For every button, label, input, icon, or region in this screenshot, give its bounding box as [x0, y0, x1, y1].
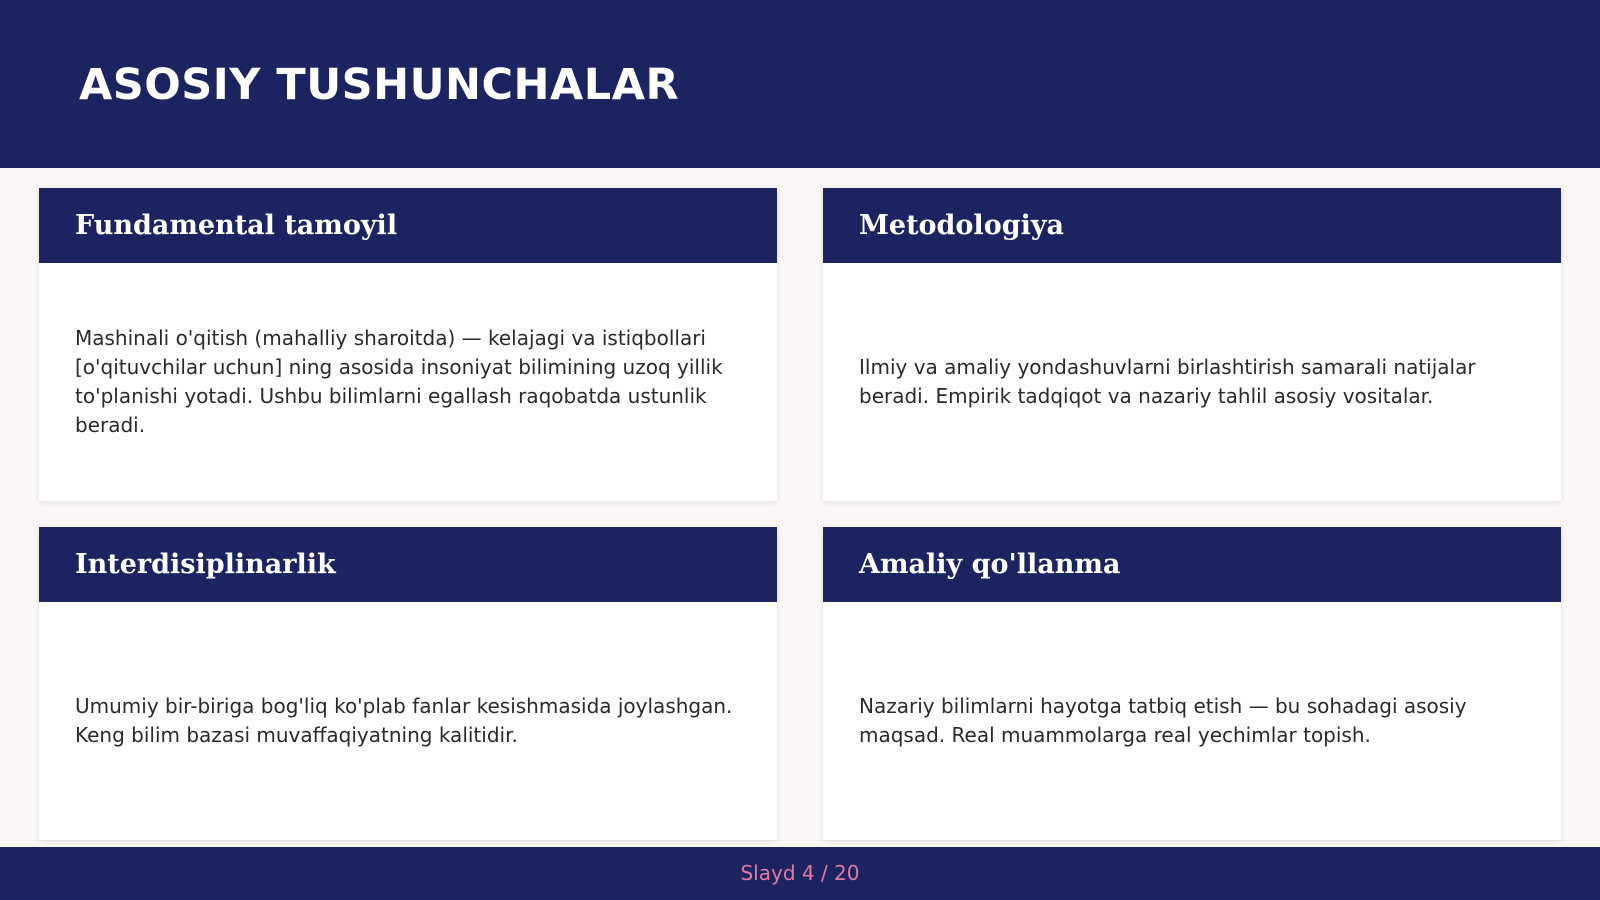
card-fundamental-tamoyil [39, 188, 777, 501]
card-title: Interdisiplinarlik [75, 549, 336, 580]
card-interdisiplinarlik [39, 527, 777, 840]
card-amaliy-qollanma [823, 527, 1561, 840]
card-body [859, 263, 1525, 501]
card-body [75, 602, 741, 840]
slide-header [0, 0, 1600, 168]
card-header [39, 527, 777, 602]
card-title: Metodologiya [859, 210, 1065, 241]
slide-counter: Slayd 4 / 20 [740, 861, 860, 885]
card-header [39, 188, 777, 263]
card-header [823, 188, 1561, 263]
slide-title: ASOSIY TUSHUNCHALAR [79, 60, 680, 110]
card-title: Fundamental tamoyil [75, 210, 398, 241]
card-body [75, 263, 741, 501]
card-metodologiya [823, 188, 1561, 501]
slide-footer [0, 847, 1600, 900]
card-title: Amaliy qo'llanma [859, 549, 1121, 580]
card-text: Nazariy bilimlarni hayotga tatbiq etish — bu sohadagi asosiy maqsad. Real muammolarga real yechimlar topish. [859, 694, 1467, 747]
card-text: Umumiy bir-biriga bog'liq ko'plab fanlar kesishmasida joylashgan. Keng bilim bazasi muvaffaqiyatning kalitidir. [75, 694, 733, 747]
card-text: Mashinali o'qitish (mahalliy sharoitda) — kelajagi va istiqbollari [o'qituvchilar uchun] ning asosida insoniyat bilimining uzoq yillik to'planishi yotadi. Ushbu bilimlarni egallash raqobatda ustunlik beradi. [75, 326, 723, 437]
card-header [823, 527, 1561, 602]
card-text: Ilmiy va amaliy yondashuvlarni birlashtirish samarali natijalar beradi. Empirik tadqiqot va nazariy tahlil asosiy vositalar. [859, 355, 1476, 408]
card-body [859, 602, 1525, 840]
